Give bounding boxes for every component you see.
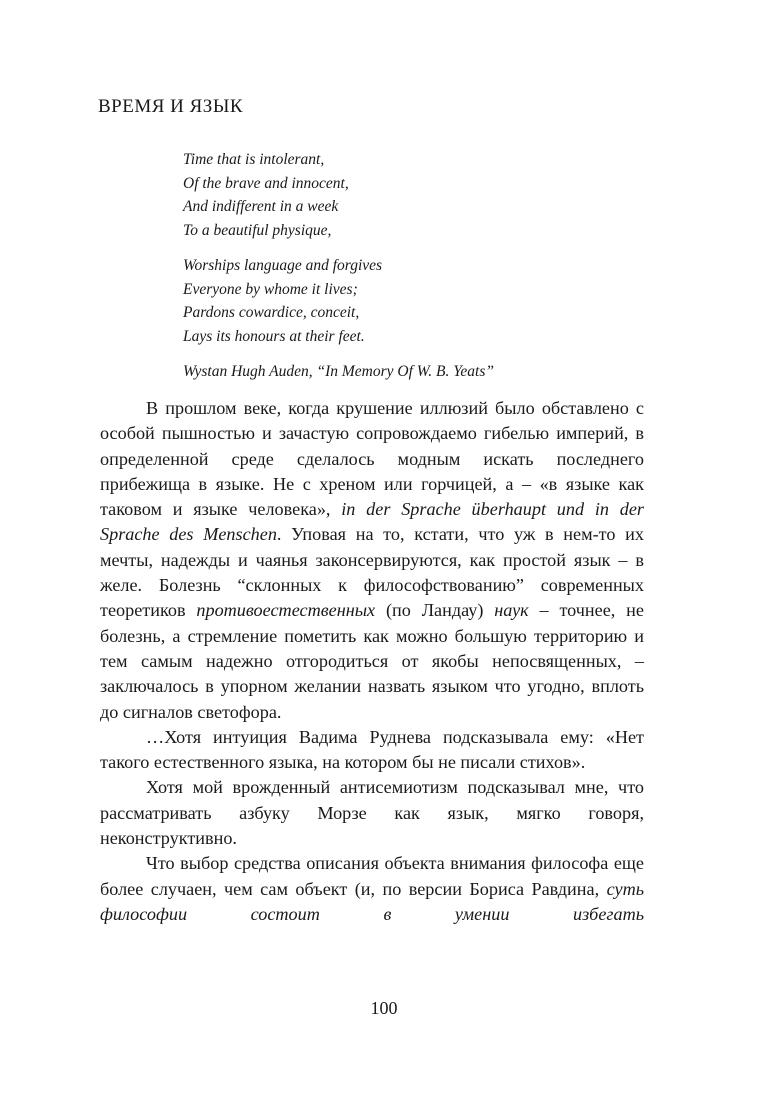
verse-line: Worships language and forgives [183,257,383,274]
italic-run: наук [494,600,529,621]
paragraph-3: Хотя мой врожденный антисемиотизм подсказывал мне, что рассматривать азбуку Морзе как язык, мягко говоря, неконструктивно. [100,777,644,849]
text-run: Что выбор средства описания объекта внимания философа еще более случаен, чем сам объект (и, по версии Бориса Равдина, [100,853,644,899]
verse-line: Lays its honours at their feet. [183,327,365,345]
body-text [100,396,644,927]
verse-line: Pardons cowardice, conceit, [183,304,360,321]
verse-line: Time that is intolerant, [183,151,325,168]
verse-line: Of the brave and innocent, [183,174,349,192]
running-title: ВРЕМЯ И ЯЗЫК [98,96,244,117]
paragraph-4 [100,851,644,927]
epigraph [183,148,603,384]
page-number: 100 [370,998,398,1018]
text-run: (по Ландау) [375,600,495,621]
epigraph-stanza-2 [183,254,603,348]
epigraph-stanza-1 [183,148,603,242]
verse-line: Everyone by whome it lives; [183,280,358,298]
paragraph-2: …Хотя интуиция Вадима Руднева подсказывала ему: «Нет такого естественного языка, на котором бы не писали стихов». [100,726,644,773]
text-run: В прошлом веке, когда крушение иллюзий было обставлено с особой пышностью и зачастую сопровождаемо гибелью империй, в определенной среде сделалось модным искать последнего прибежища в языке. Не с хреном или горчицей, а – «в языке как таковом и языке человека», [100,398,644,520]
epigraph-attribution: Wystan Hugh Auden, “In Memory Of W. B. Yeats” [183,363,495,380]
italic-run: суть философии состоит в умении избегать [100,878,644,924]
paragraph-1 [100,396,644,725]
verse-line: To a beautiful physique, [183,221,332,239]
text-run: – точнее, не болезнь, а стремление пометить как можно большую территорию и тем самым надежно отгородиться от якобы непосвященных, – заключалось в упорном желании назвать языком что угодно, вплоть до сигналов светофора. [100,600,644,722]
verse-line: And indifferent in a week [183,198,339,215]
italic-run: противоестественных [196,600,376,621]
text-run: . Уповая на то, кстати, что уж в нем-то их мечты, надежды и чаянья законсервируются, как простой язык – в желе. Болезнь “склонных к философствованию” современных теоретиков [100,524,644,621]
italic-run: in der Sprache überhaupt und in der Sprache des Menschen [100,499,644,545]
